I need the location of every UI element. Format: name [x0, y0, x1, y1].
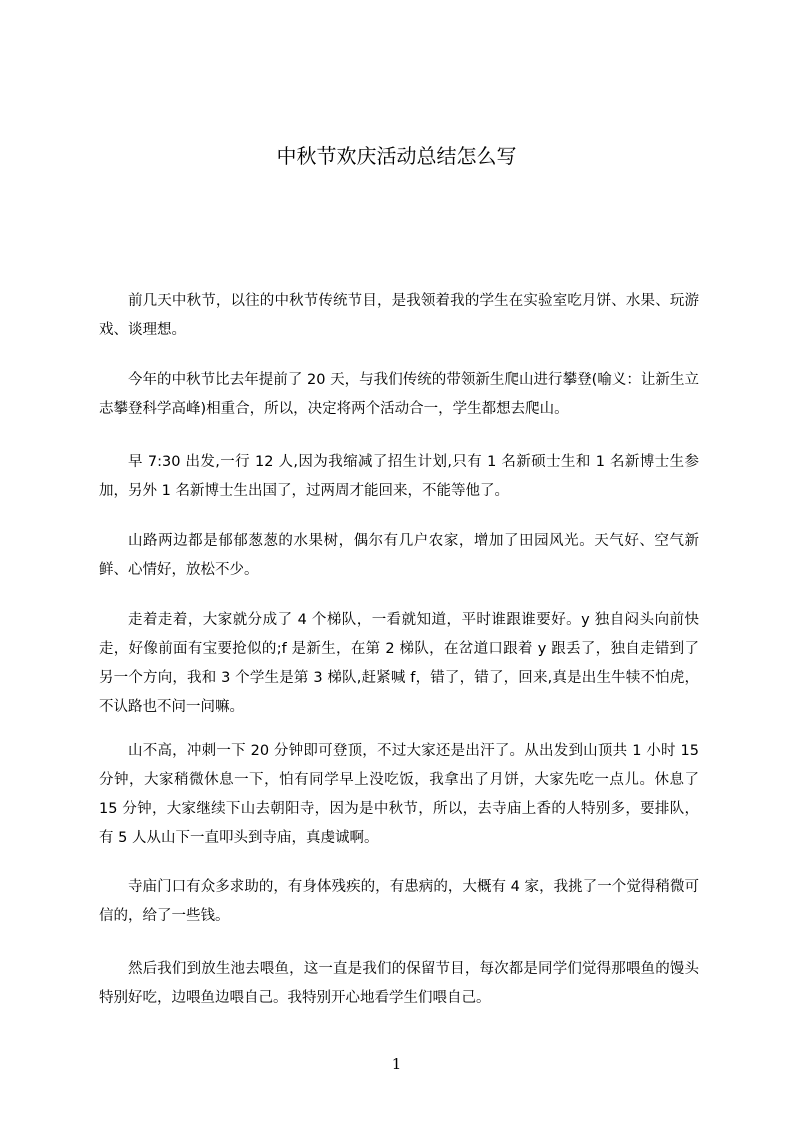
paragraph-5: 走着走着，大家就分成了 4 个梯队，一看就知道，平时谁跟谁要好。y 独自闷头向前快走，好像前面有宝要抢似的;f 是新生，在第 2 梯队，在岔道口跟着 y 跟丢了，独自走错到了另一个方向，我和 3 个学生是第 3 梯队,赶紧喊 f，错了，错了，回来,真是出生牛犊不怕虎，不认路也不问一问嘛。 [99, 612, 699, 715]
paragraph-8: 然后我们到放生池去喂鱼，这一直是我们的保留节目，每次都是同学们觉得那喂鱼的馒头特别好吃，边喂鱼边喂自己。我特别开心地看学生们喂自己。 [99, 961, 699, 1006]
paragraph-6: 山不高，冲刺一下 20 分钟即可登顶，不过大家还是出汗了。从出发到山顶共 1 小时 15 分钟，大家稍微休息一下，怕有同学早上没吃饭，我拿出了月饼，大家先吃一点儿。休息了 15 分钟，大家继续下山去朝阳寺，因为是中秋节，所以，去寺庙上香的人特别多，要排队，有 5 人从山下一直叩头到寺庙，真虔诚啊。 [99, 743, 699, 846]
paragraph-7: 寺庙门口有众多求助的，有身体残疾的，有患病的，大概有 4 家，我挑了一个觉得稍微可信的，给了一些钱。 [99, 879, 699, 924]
document-title: 中秋节欢庆活动总结怎么写 [276, 144, 517, 168]
paragraph-1: 前几天中秋节，以往的中秋节传统节目，是我领着我的学生在实验室吃月饼、水果、玩游戏、谈理想。 [99, 293, 699, 338]
page-number: 1 [391, 1055, 402, 1073]
paragraph-2: 今年的中秋节比去年提前了 20 天，与我们传统的带领新生爬山进行攀登(喻义：让新生立志攀登科学高峰)相重合，所以，决定将两个活动合一，学生都想去爬山。 [99, 372, 699, 417]
paragraph-3: 早 7:30 出发,一行 12 人,因为我缩减了招生计划,只有 1 名新硕士生和 1 名新博士生参加，另外 1 名新博士生出国了，过两周才能回来，不能等他了。 [99, 454, 699, 499]
paragraph-4: 山路两边都是郁郁葱葱的水果树，偶尔有几户农家，增加了田园风光。天气好、空气新鲜、心情好，放松不少。 [99, 533, 699, 578]
